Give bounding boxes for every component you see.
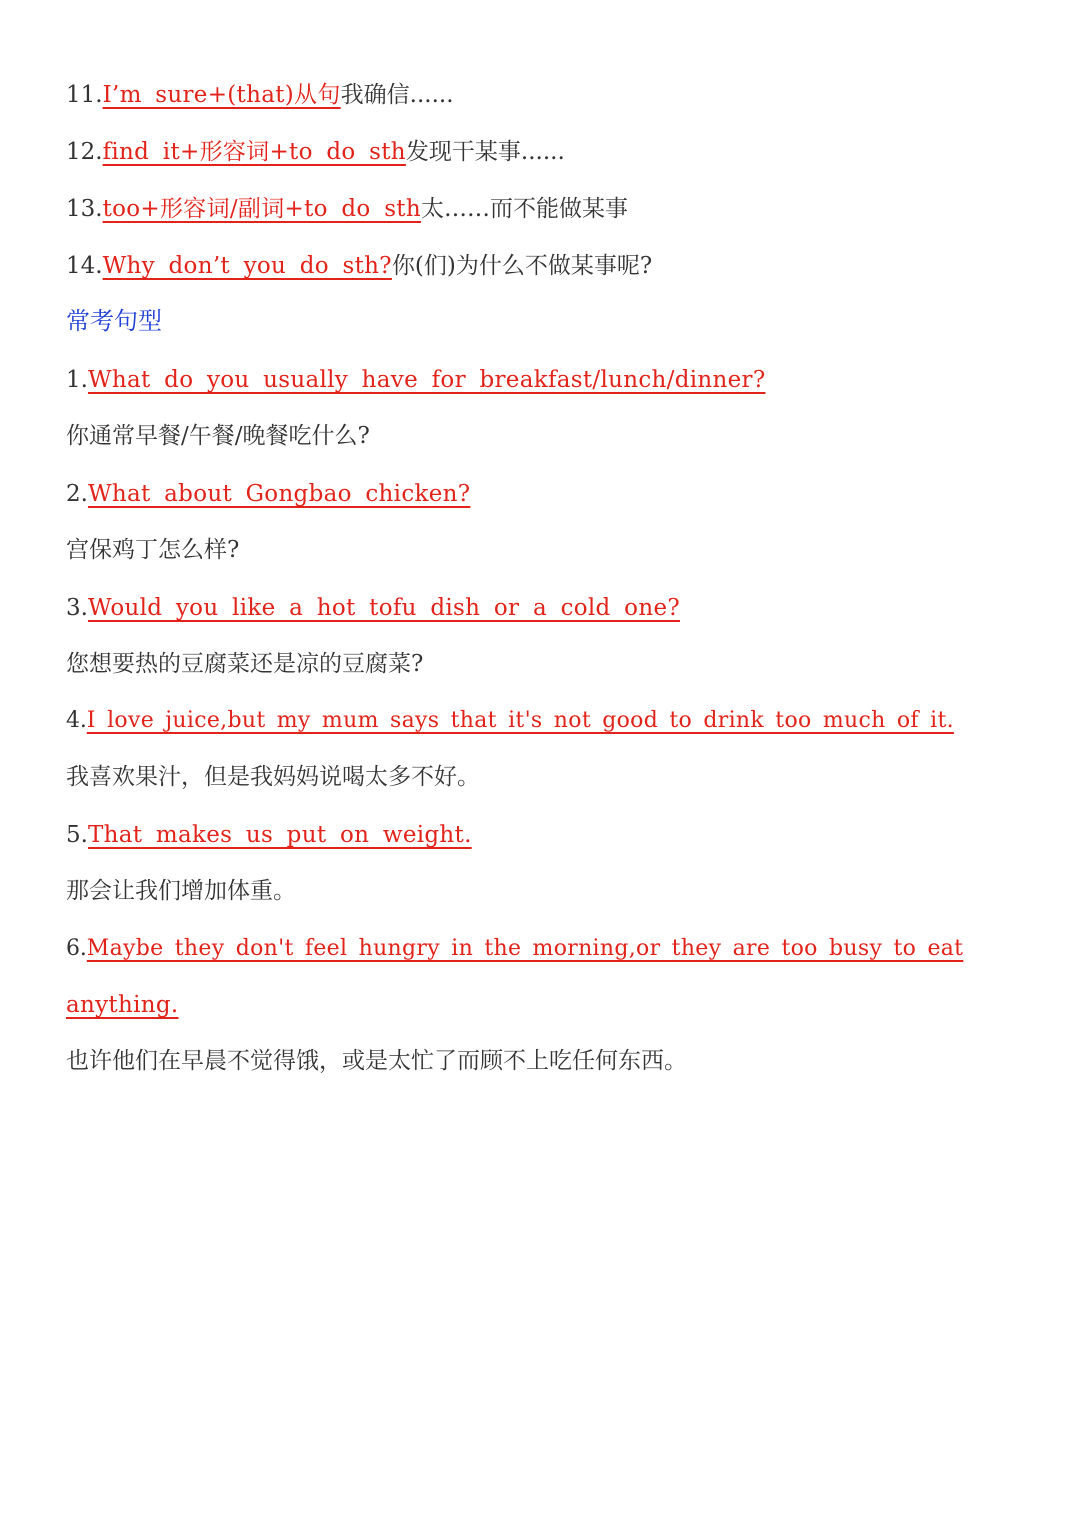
phrase-number: 11.: [66, 82, 103, 108]
sentence-english: Would you like a hot tofu dish or a cold one?: [87, 595, 680, 621]
sentence-number: 5.: [66, 822, 88, 848]
sentence-1-translation: 你通常早餐/午餐/晚餐吃什么?: [66, 423, 370, 449]
sentence-1: [66, 365, 765, 395]
phrase-chinese: 我确信......: [340, 82, 454, 108]
sentence-3: [66, 593, 680, 623]
phrase-12: [66, 137, 565, 167]
phrase-number: 13.: [66, 196, 103, 222]
phrase-number: 12.: [66, 139, 103, 165]
phrase-chinese: 太……而不能做某事: [420, 196, 628, 222]
sentence-5: [66, 820, 472, 850]
section-title: 常考句型: [66, 307, 162, 335]
sentence-2: [66, 479, 470, 509]
sentence-english: I love juice,but my mum says that it's not good to drink too much of it.: [86, 708, 954, 733]
sentence-english-continued: anything.: [66, 992, 179, 1018]
sentence-number: 6.: [66, 936, 87, 961]
phrase-13: [66, 194, 628, 224]
sentence-4: [66, 706, 954, 736]
sentence-6-line-1: [66, 934, 963, 964]
phrase-english: I’m sure+(that)从句: [102, 82, 341, 108]
phrase-number: 14.: [66, 253, 103, 279]
phrase-english: too+形容词/副词+to do sth: [102, 196, 421, 222]
sentence-number: 4.: [66, 708, 87, 733]
sentence-english: That makes us put on weight.: [87, 822, 472, 848]
sentence-number: 1.: [66, 367, 88, 393]
sentence-english: What about Gongbao chicken?: [87, 481, 471, 507]
sentence-6-line-2: [66, 990, 178, 1020]
sentence-english: Maybe they don't feel hungry in the morning,or they are too busy to eat: [86, 936, 964, 961]
sentence-4-translation: 我喜欢果汁，但是我妈妈说喝太多不好。: [66, 764, 480, 790]
phrase-11: [66, 80, 454, 110]
sentence-english: What do you usually have for breakfast/lunch/dinner?: [87, 367, 766, 393]
sentence-number: 2.: [66, 481, 88, 507]
sentence-5-translation: 那会让我们增加体重。: [66, 878, 296, 904]
phrase-chinese: 你(们)为什么不做某事呢?: [391, 253, 653, 279]
phrase-english: find it+形容词+to do sth: [102, 139, 406, 165]
sentence-number: 3.: [66, 595, 88, 621]
phrase-english: Why don’t you do sth?: [102, 253, 392, 279]
sentence-2-translation: 宫保鸡丁怎么样?: [66, 537, 240, 563]
phrase-chinese: 发现干某事......: [405, 139, 565, 165]
phrase-14: [66, 251, 652, 281]
sentence-6-translation: 也许他们在早晨不觉得饿，或是太忙了而顾不上吃任何东西。: [66, 1048, 687, 1074]
sentence-3-translation: 您想要热的豆腐菜还是凉的豆腐菜?: [66, 651, 424, 677]
